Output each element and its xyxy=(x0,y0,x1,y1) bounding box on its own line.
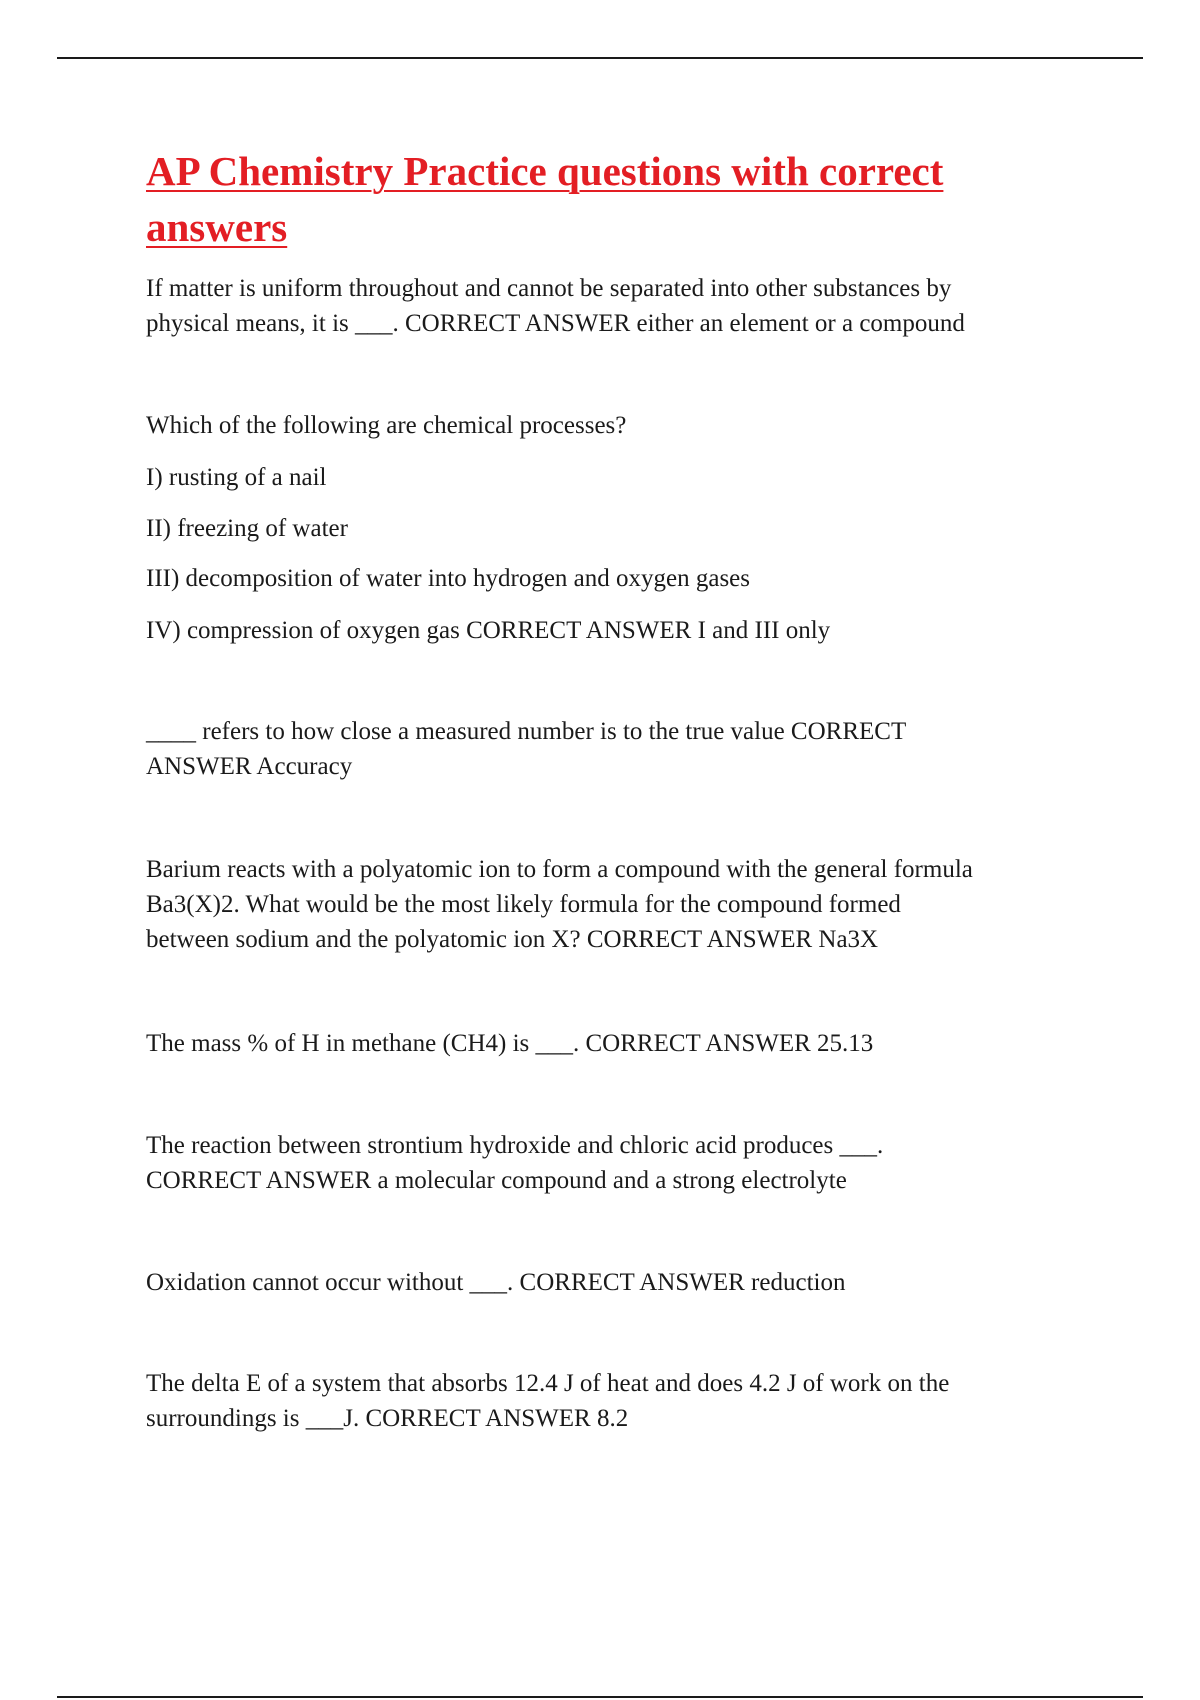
question-line: between sodium and the polyatomic ion X? CORRECT ANSWER Na3X xyxy=(146,926,879,953)
question-barium-formula xyxy=(146,852,1086,957)
question-line: ANSWER Accuracy xyxy=(146,753,353,780)
question-line: Ba3(X)2. What would be the most likely formula for the compound formed xyxy=(146,891,901,918)
page-title: AP Chemistry Practice questions with correct answers xyxy=(146,148,944,250)
question-stem: Which of the following are chemical processes? xyxy=(146,412,627,439)
question-line: If matter is uniform throughout and cannot be separated into other substances by xyxy=(146,275,952,302)
question-line: The reaction between strontium hydroxide and chloric acid produces ___. xyxy=(146,1132,884,1159)
question-line: ____ refers to how close a measured number is to the true value CORRECT xyxy=(146,718,907,745)
answer-option: IV) compression of oxygen gas CORRECT ANSWER I and III only xyxy=(146,617,831,644)
question-matter-uniform xyxy=(146,271,1086,341)
question-mass-percent xyxy=(146,1026,1086,1061)
question-line: Barium reacts with a polyatomic ion to form a compound with the general formula xyxy=(146,856,973,883)
question-line: The mass % of H in methane (CH4) is ___. CORRECT ANSWER 25.13 xyxy=(146,1030,874,1057)
answer-option: II) freezing of water xyxy=(146,515,348,542)
question-strontium-reaction xyxy=(146,1128,1086,1198)
answer-option: I) rusting of a nail xyxy=(146,464,327,491)
top-rule xyxy=(57,57,1143,59)
question-line: The delta E of a system that absorbs 12.4 J of heat and does 4.2 J of work on the xyxy=(146,1370,950,1397)
answer-option: III) decomposition of water into hydrogen and oxygen gases xyxy=(146,565,751,592)
question-line: surroundings is ___J. CORRECT ANSWER 8.2 xyxy=(146,1405,629,1432)
question-line: Oxidation cannot occur without ___. CORRECT ANSWER reduction xyxy=(146,1269,846,1296)
question-delta-e xyxy=(146,1366,1086,1436)
question-accuracy xyxy=(146,714,1086,784)
bottom-rule xyxy=(57,1696,1143,1698)
question-chemical-processes xyxy=(146,408,1086,648)
question-line: CORRECT ANSWER a molecular compound and a strong electrolyte xyxy=(146,1167,847,1194)
question-line: physical means, it is ___. CORRECT ANSWER either an element or a compound xyxy=(146,310,965,337)
question-oxidation xyxy=(146,1265,1086,1300)
